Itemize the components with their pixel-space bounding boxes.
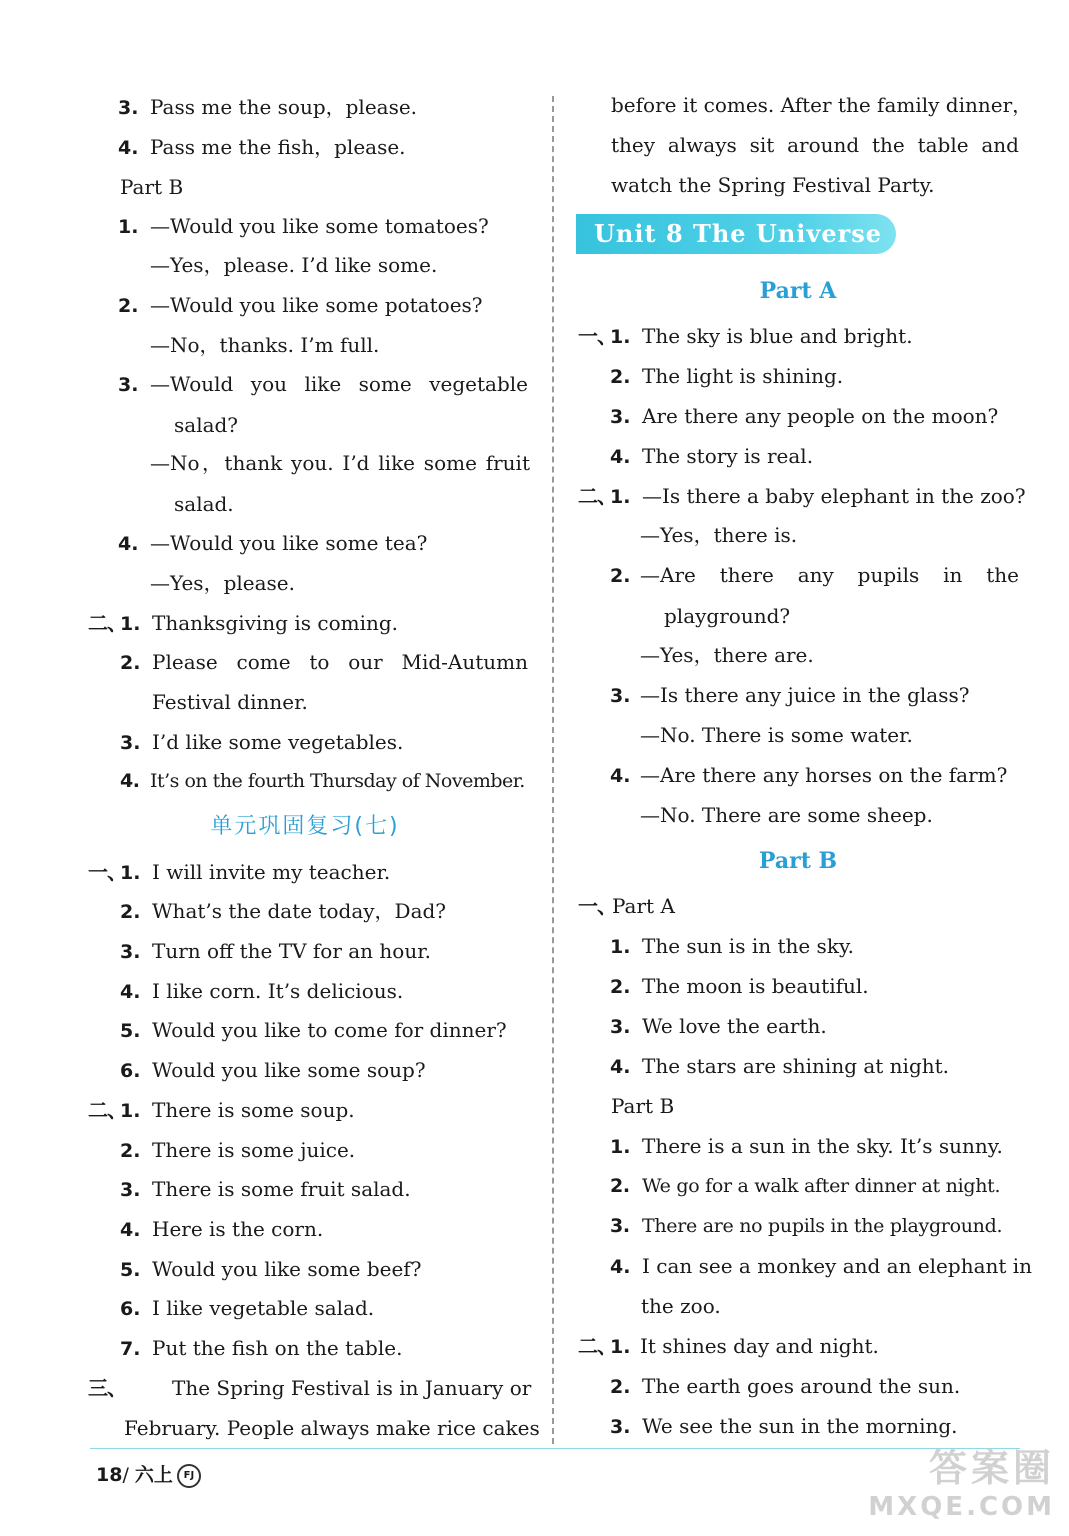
answer-line: Festival dinner.	[152, 690, 308, 714]
answer-line: 5. Would you like some beef?	[120, 1257, 422, 1281]
watermark-text: 答案圈	[928, 1446, 1055, 1490]
answer-line: 二、1. Thanksgiving is coming.	[88, 611, 399, 635]
answer-line: 1. The sun is in the sky.	[610, 934, 854, 958]
answer-line: 一、1. The sky is blue and bright.	[578, 324, 913, 348]
answer-line: 二、1. —Is there a baby elephant in the zoo?	[578, 484, 1026, 508]
answer-line: 4. Here is the corn.	[120, 1217, 324, 1241]
answer-line: 三、 The Spring Festival is in January or	[88, 1376, 532, 1400]
answer-line: before it comes. After the family dinner，	[611, 93, 1033, 117]
answer-line: 6. I like vegetable salad.	[120, 1296, 375, 1320]
answer-line: 1. —Would you like some tomatoes?	[118, 214, 489, 238]
answer-line: 二、1. There is some soup.	[88, 1098, 355, 1122]
answer-line: —No，thanks. I’m full.	[150, 333, 380, 357]
answer-line: they always sit around the table and	[611, 133, 1019, 157]
answer-line: 4. The stars are shining at night.	[610, 1054, 950, 1078]
page-number: 18	[96, 1464, 123, 1486]
answer-line: 3. Pass me the soup，please.	[118, 95, 418, 119]
answer-line: 2. What’s the date today，Dad?	[120, 899, 447, 923]
answer-line: —No. There is some water.	[640, 723, 913, 747]
answer-line: 5. Would you like to come for dinner?	[120, 1018, 507, 1042]
answer-line: 3. There are no pupils in the playground.	[610, 1215, 1003, 1237]
page-footer	[96, 1460, 201, 1488]
answer-line: 3. —Would you like some vegetable	[118, 372, 528, 396]
answer-line: playground?	[664, 604, 791, 628]
answer-line: 1. There is a sun in the sky. It’s sunny.	[610, 1134, 1003, 1158]
answer-line: 4. Pass me the fish，please.	[118, 135, 406, 159]
answer-line: watch the Spring Festival Party.	[611, 173, 935, 197]
answer-line: —No. There are some sheep.	[640, 803, 933, 827]
answer-line: the zoo.	[641, 1294, 721, 1318]
grade-label: 六上	[134, 1464, 173, 1486]
column-divider	[552, 96, 554, 1444]
answer-line: 3. We see the sun in the morning.	[610, 1414, 958, 1438]
answer-line: 4. I like corn. It’s delicious.	[120, 979, 404, 1003]
answer-line: —Yes，there is.	[640, 523, 798, 547]
answer-line: 一、Part A	[578, 894, 675, 918]
edition-badge-icon: FJ	[177, 1464, 201, 1488]
answer-line: 7. Put the fish on the table.	[120, 1336, 403, 1360]
answer-line: 4. The story is real.	[610, 444, 814, 468]
answer-line: 2. There is some juice.	[120, 1138, 356, 1162]
answer-line: —Yes，there are.	[640, 643, 814, 667]
answer-line: salad.	[174, 492, 234, 516]
review-title: 单元巩固复习(七)	[210, 814, 400, 839]
answer-line: 4. —Would you like some tea?	[118, 531, 428, 555]
answer-line: 2. —Are there any pupils in the	[610, 563, 1019, 587]
answer-line: 2. —Would you like some potatoes?	[118, 293, 483, 317]
answer-line: —No，thank you. I’d like some fruit	[150, 451, 530, 475]
answer-line: 4. —Are there any horses on the farm?	[610, 763, 1008, 787]
answer-line: 2. The earth goes around the sun.	[610, 1374, 961, 1398]
section-label: Part B	[611, 1094, 675, 1118]
watermark-url: MXQE.COM	[868, 1492, 1055, 1522]
answer-line: 3. We love the earth.	[610, 1014, 827, 1038]
footer-separator: /	[122, 1464, 129, 1486]
unit-banner: Unit 8 The Universe	[576, 214, 896, 254]
answer-line: salad?	[174, 413, 239, 437]
part-a-title: Part A	[759, 278, 837, 304]
answer-line: —Yes，please. I’d like some.	[150, 253, 438, 277]
answer-line: 6. Would you like some soup?	[120, 1058, 426, 1082]
answer-line: 3. Are there any people on the moon?	[610, 404, 999, 428]
answer-line: 3. —Is there any juice in the glass?	[610, 683, 970, 707]
answer-line: 2. Please come to our Mid-Autumn	[120, 650, 528, 674]
answer-line: 2. The light is shining.	[610, 364, 844, 388]
answer-line: 3. I’d like some vegetables.	[120, 730, 404, 754]
watermark-logo	[868, 1437, 1055, 1522]
answer-line: 3. Turn off the TV for an hour.	[120, 939, 431, 963]
answer-line: 二、1. It shines day and night.	[578, 1334, 879, 1358]
answer-line: 一、1. I will invite my teacher.	[88, 860, 391, 884]
answer-line: 4. It’s on the fourth Thursday of November.	[120, 770, 525, 792]
answer-line: 3. There is some fruit salad.	[120, 1177, 411, 1201]
answer-line: 4. I can see a monkey and an elephant in	[610, 1254, 1033, 1278]
answer-line: —Yes，please.	[150, 571, 295, 595]
answer-line: 2. We go for a walk after dinner at night.	[610, 1175, 1001, 1197]
part-b-title: Part B	[758, 848, 838, 874]
answer-line: February. People always make rice cakes	[124, 1416, 540, 1440]
section-label: Part B	[120, 175, 184, 199]
answer-line: 2. The moon is beautiful.	[610, 974, 869, 998]
